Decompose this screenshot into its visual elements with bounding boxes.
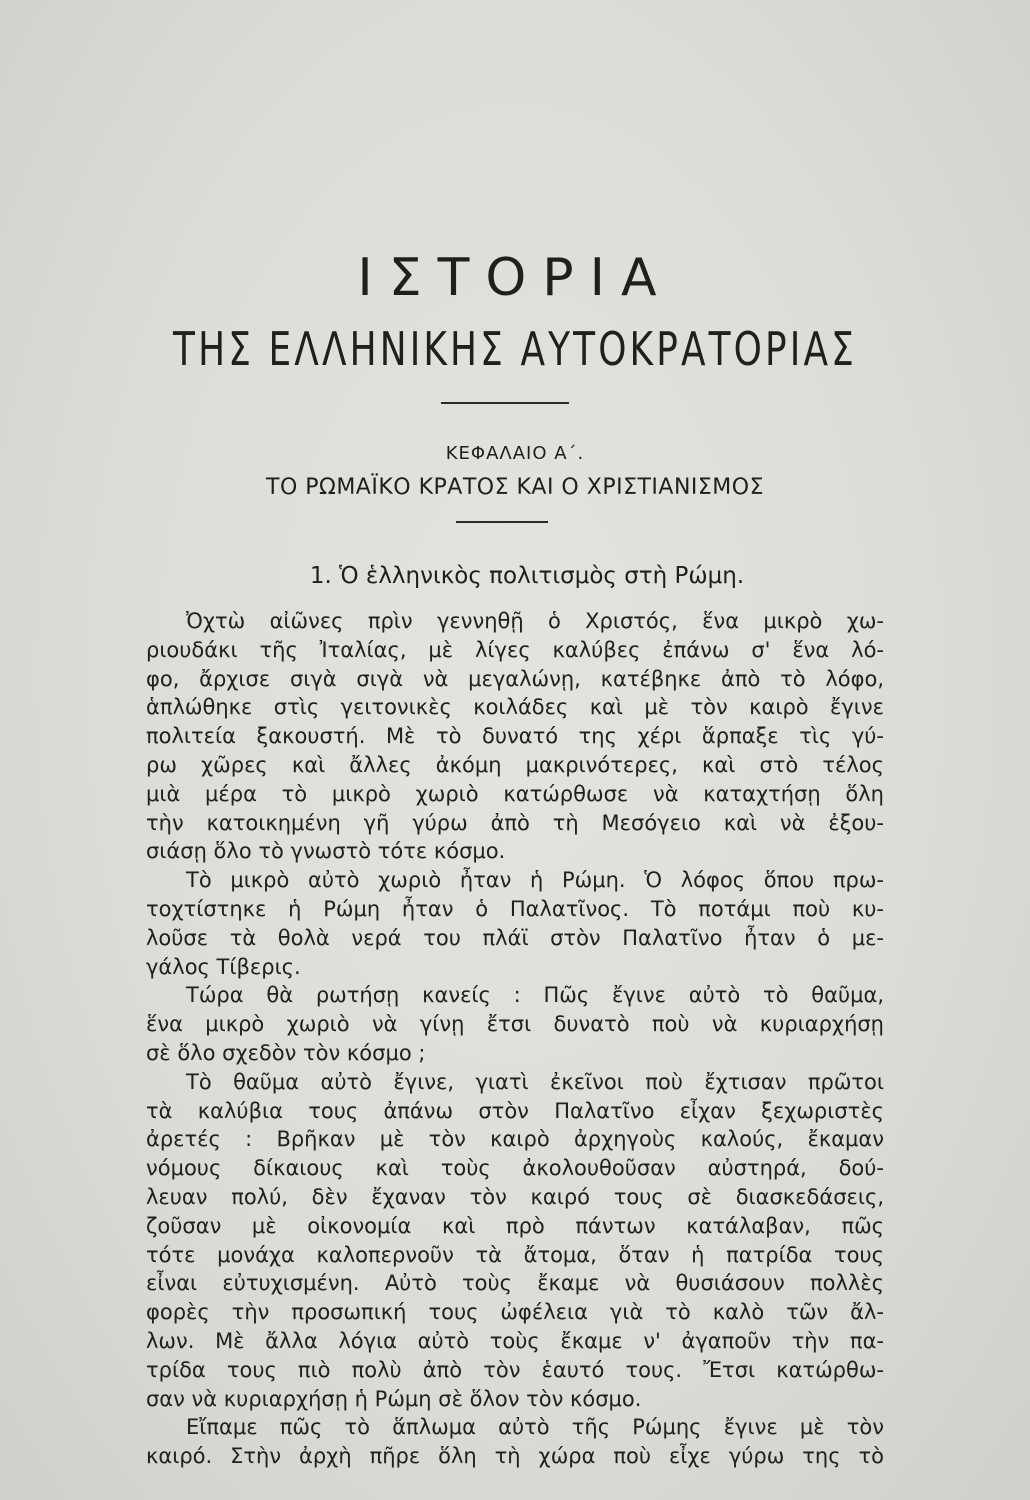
text-line: ζοῦσαν μὲ οἰκονομία καὶ πρὸ πάντων κατάλαβαν, πῶς: [146, 1213, 884, 1238]
text-line: τὰ καλύβια τους ἀπάνω στὸν Παλατῖνο εἶχαν ξεχωριστὲς: [146, 1098, 884, 1123]
text-line: Τὸ μικρὸ αὐτὸ χωριὸ ἦταν ἡ Ρώμη. Ὁ λόφος ὅπου πρω-: [186, 868, 884, 893]
text-line: μιὰ μέρα τὸ μικρὸ χωριὸ κατώρθωσε νὰ καταχτήσῃ ὅλη: [146, 781, 884, 806]
text-line: ρω χῶρες καὶ ἄλλες ἀκόμη μακρινότερες, καὶ στὸ τέλος: [146, 752, 884, 777]
text-line: ἕνα μικρὸ χωριὸ νὰ γίνῃ ἔτσι δυνατὸ ποὺ νὰ κυριαρχήσῃ: [146, 1012, 884, 1037]
text-line: σαν νὰ κυριαρχήσῃ ἡ Ρώμη σὲ ὅλον τὸν κόσμο.: [146, 1386, 642, 1411]
text-line: σὲ ὅλο σχεδὸν τὸν κόσμο ;: [146, 1040, 426, 1065]
text-line: σιάσῃ ὅλο τὸ γνωστὸ τότε κόσμο.: [146, 839, 506, 864]
chapter-label: ΚΕΦΑΛΑΙΟ Α΄.: [445, 443, 585, 464]
section-heading: 1. Ὁ ἑλληνικὸς πολιτισμὸς στὴ Ρώμη.: [309, 563, 745, 589]
text-line: λοῦσε τὰ θολὰ νερά του πλάϊ στὸν Παλατῖνο ἦταν ὁ με-: [146, 925, 884, 950]
text-line: νόμους δίκαιους καὶ τοὺς ἀκολουθοῦσαν αὐστηρά, δού-: [146, 1156, 884, 1181]
chapter-divider: [456, 521, 548, 523]
text-line: τότε μονάχα καλοπερνοῦν τὰ ἄτομα, ὅταν ἡ πατρίδα τους: [146, 1242, 884, 1267]
text-line: Τὸ θαῦμα αὐτὸ ἔγινε, γιατὶ ἐκεῖνοι ποὺ ἔχτισαν πρῶτοι: [186, 1069, 884, 1094]
chapter-title: ΤΟ ΡΩΜΑΪΚΟ ΚΡΑΤΟΣ ΚΑΙ Ο ΧΡΙΣΤΙΑΝΙΣΜΟΣ: [266, 475, 764, 500]
text-line: γάλος Τίβερις.: [146, 954, 301, 979]
text-line: εἶναι εὐτυχισμένη. Αὐτὸ τοὺς ἔκαμε νὰ θυσιάσουν πολλὲς: [146, 1271, 884, 1296]
text-line: Εἴπαμε πῶς τὸ ἅπλωμα αὐτὸ τῆς Ρώμης ἔγινε μὲ τὸν: [186, 1415, 884, 1440]
text-line: Τώρα θὰ ρωτήσῃ κανείς : Πῶς ἔγινε αὐτὸ τὸ θαῦμα,: [186, 983, 884, 1008]
book-subtitle: ΤΗΣ ΕΛΛΗΝΙΚΗΣ ΑΥΤΟΚΡΑΤΟΡΙΑΣ: [173, 322, 857, 376]
text-line: λευαν πολύ, δὲν ἔχαναν τὸν καιρό τους σὲ διασκεδάσεις,: [146, 1184, 884, 1209]
text-line: πολιτεία ξακουστή. Μὲ τὸ δυνατό της χέρι ἅρπαξε τὶς γύ-: [146, 724, 884, 749]
text-line: ἁπλώθηκε στὶς γειτονικὲς κοιλάδες καὶ μὲ τὸν καιρὸ ἔγινε: [146, 695, 884, 720]
text-line: ριουδάκι τῆς Ἰταλίας, μὲ λίγες καλύβες ἐπάνω σ' ἕνα λό-: [146, 637, 884, 662]
title-divider: [441, 402, 569, 404]
text-line: τρίδα τους πιὸ πολὺ ἀπὸ τὸν ἑαυτό τους. Ἔτσι κατώρθω-: [146, 1357, 884, 1382]
text-line: τοχτίστηκε ἡ Ρώμη ἦταν ὁ Παλατῖνος. Τὸ ποτάμι ποὺ κυ-: [146, 896, 884, 921]
text-line: φο, ἄρχισε σιγὰ σιγὰ νὰ μεγαλώνῃ, κατέβηκε ἀπὸ τὸ λόφο,: [146, 666, 884, 691]
text-line: τὴν κατοικημένη γῆ γύρω ἀπὸ τὴ Μεσόγειο καὶ νὰ ἐξου-: [146, 810, 884, 835]
text-line: καιρό. Στὴν ἀρχὴ πῆρε ὅλη τὴ χώρα ποὺ εἶχε γύρω της τὸ: [146, 1444, 884, 1469]
body-text: [146, 607, 884, 1471]
book-title: ΙΣΤΟΡΙΑ: [357, 248, 673, 308]
text-line: ἀρετές : Βρῆκαν μὲ τὸν καιρὸ ἀρχηγοὺς καλούς, ἔκαμαν: [146, 1127, 884, 1152]
text-line: λων. Μὲ ἄλλα λόγια αὐτὸ τοὺς ἔκαμε ν' ἀγαποῦν τὴν πα-: [146, 1328, 884, 1353]
text-line: φορὲς τὴν προσωπική τους ὠφέλεια γιὰ τὸ καλὸ τῶν ἄλ-: [146, 1300, 884, 1325]
text-line: Ὀχτὼ αἰῶνες πρὶν γεννηθῇ ὁ Χριστός, ἕνα μικρὸ χω-: [186, 609, 884, 633]
